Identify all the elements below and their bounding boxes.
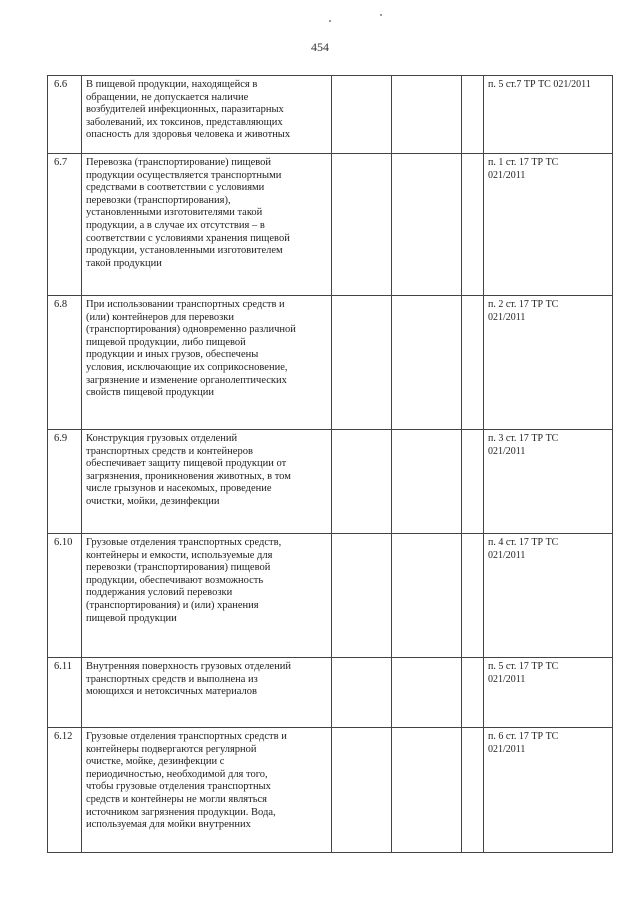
scan-speck: [329, 20, 331, 22]
table-row: [48, 430, 613, 534]
item-number: 6.9: [48, 430, 82, 534]
answer-cell-na: [462, 534, 484, 658]
requirement-text: При использовании транспортных средств и (или) контейнеров для перевозки (транспортирования) одновременно различной пищевой продукции, либо пищевой продукции и иных грузов, обеспечены условия, исключающие их соприкосновение, загрязнение и изменение органолептических свойств пищевой продукции: [82, 296, 332, 430]
answer-cell-na: [462, 76, 484, 154]
regulation-reference: п. 4 ст. 17 ТР ТС 021/2011: [484, 534, 613, 658]
item-number: 6.11: [48, 658, 82, 728]
regulation-reference: п. 1 ст. 17 ТР ТС 021/2011: [484, 154, 613, 296]
answer-cell-yes: [332, 728, 392, 853]
item-number: 6.8: [48, 296, 82, 430]
scan-speck: [380, 14, 382, 16]
requirement-text: В пищевой продукции, находящейся в обращении, не допускается наличие возбудителей инфекционных, паразитарных заболеваний, их токсинов, представляющих опасность для здоровья человека и животных: [82, 76, 332, 154]
item-number: 6.6: [48, 76, 82, 154]
answer-cell-no: [392, 76, 462, 154]
table-row: [48, 728, 613, 853]
answer-cell-na: [462, 430, 484, 534]
regulation-reference: п. 3 ст. 17 ТР ТС 021/2011: [484, 430, 613, 534]
table-row: [48, 534, 613, 658]
regulation-reference: п. 5 ст. 17 ТР ТС 021/2011: [484, 658, 613, 728]
answer-cell-no: [392, 534, 462, 658]
requirement-text: Грузовые отделения транспортных средств, контейнеры и емкости, используемые для перевозки (транспортирования) пищевой продукции, обеспечивают возможность поддержания условий перевозки (транспортирования) и (или) хранения пищевой продукции: [82, 534, 332, 658]
item-number: 6.12: [48, 728, 82, 853]
regulation-reference: п. 5 ст.7 ТР ТС 021/2011: [484, 76, 613, 154]
answer-cell-yes: [332, 658, 392, 728]
requirement-text: Грузовые отделения транспортных средств и контейнеры подвергаются регулярной очистке, мойке, дезинфекции с периодичностью, необходимой для того, чтобы грузовые отделения транспортных средств и контейнеры не могли являться источником загрязнения продукции. Вода, используемая для мойки внутренних: [82, 728, 332, 853]
table-row: [48, 154, 613, 296]
answer-cell-yes: [332, 430, 392, 534]
requirements-table: [47, 75, 613, 853]
regulation-reference: п. 2 ст. 17 ТР ТС 021/2011: [484, 296, 613, 430]
table-row: [48, 296, 613, 430]
page-number: 454: [311, 40, 329, 54]
answer-cell-na: [462, 296, 484, 430]
answer-cell-yes: [332, 154, 392, 296]
item-number: 6.7: [48, 154, 82, 296]
answer-cell-yes: [332, 76, 392, 154]
answer-cell-no: [392, 658, 462, 728]
answer-cell-yes: [332, 296, 392, 430]
requirement-text: Внутренняя поверхность грузовых отделений транспортных средств и выполнена из моющихся и нетоксичных материалов: [82, 658, 332, 728]
answer-cell-no: [392, 728, 462, 853]
answer-cell-no: [392, 430, 462, 534]
regulation-reference: п. 6 ст. 17 ТР ТС 021/2011: [484, 728, 613, 853]
answer-cell-na: [462, 154, 484, 296]
answer-cell-no: [392, 154, 462, 296]
item-number: 6.10: [48, 534, 82, 658]
answer-cell-no: [392, 296, 462, 430]
requirement-text: Конструкция грузовых отделений транспортных средств и контейнеров обеспечивает защиту пищевой продукции от загрязнения, проникновения животных, в том числе грызунов и насекомых, проведение очистки, мойки, дезинфекции: [82, 430, 332, 534]
answer-cell-na: [462, 728, 484, 853]
requirement-text: Перевозка (транспортирование) пищевой продукции осуществляется транспортными средствами в соответствии с условиями перевозки (транспортирования), установленными изготовителями такой продукции, а в случае их отсутствия – в соответствии с условиями хранения пищевой продукции, установленными изготовителем такой продукции: [82, 154, 332, 296]
answer-cell-yes: [332, 534, 392, 658]
answer-cell-na: [462, 658, 484, 728]
table-row: [48, 658, 613, 728]
table-row: [48, 76, 613, 154]
